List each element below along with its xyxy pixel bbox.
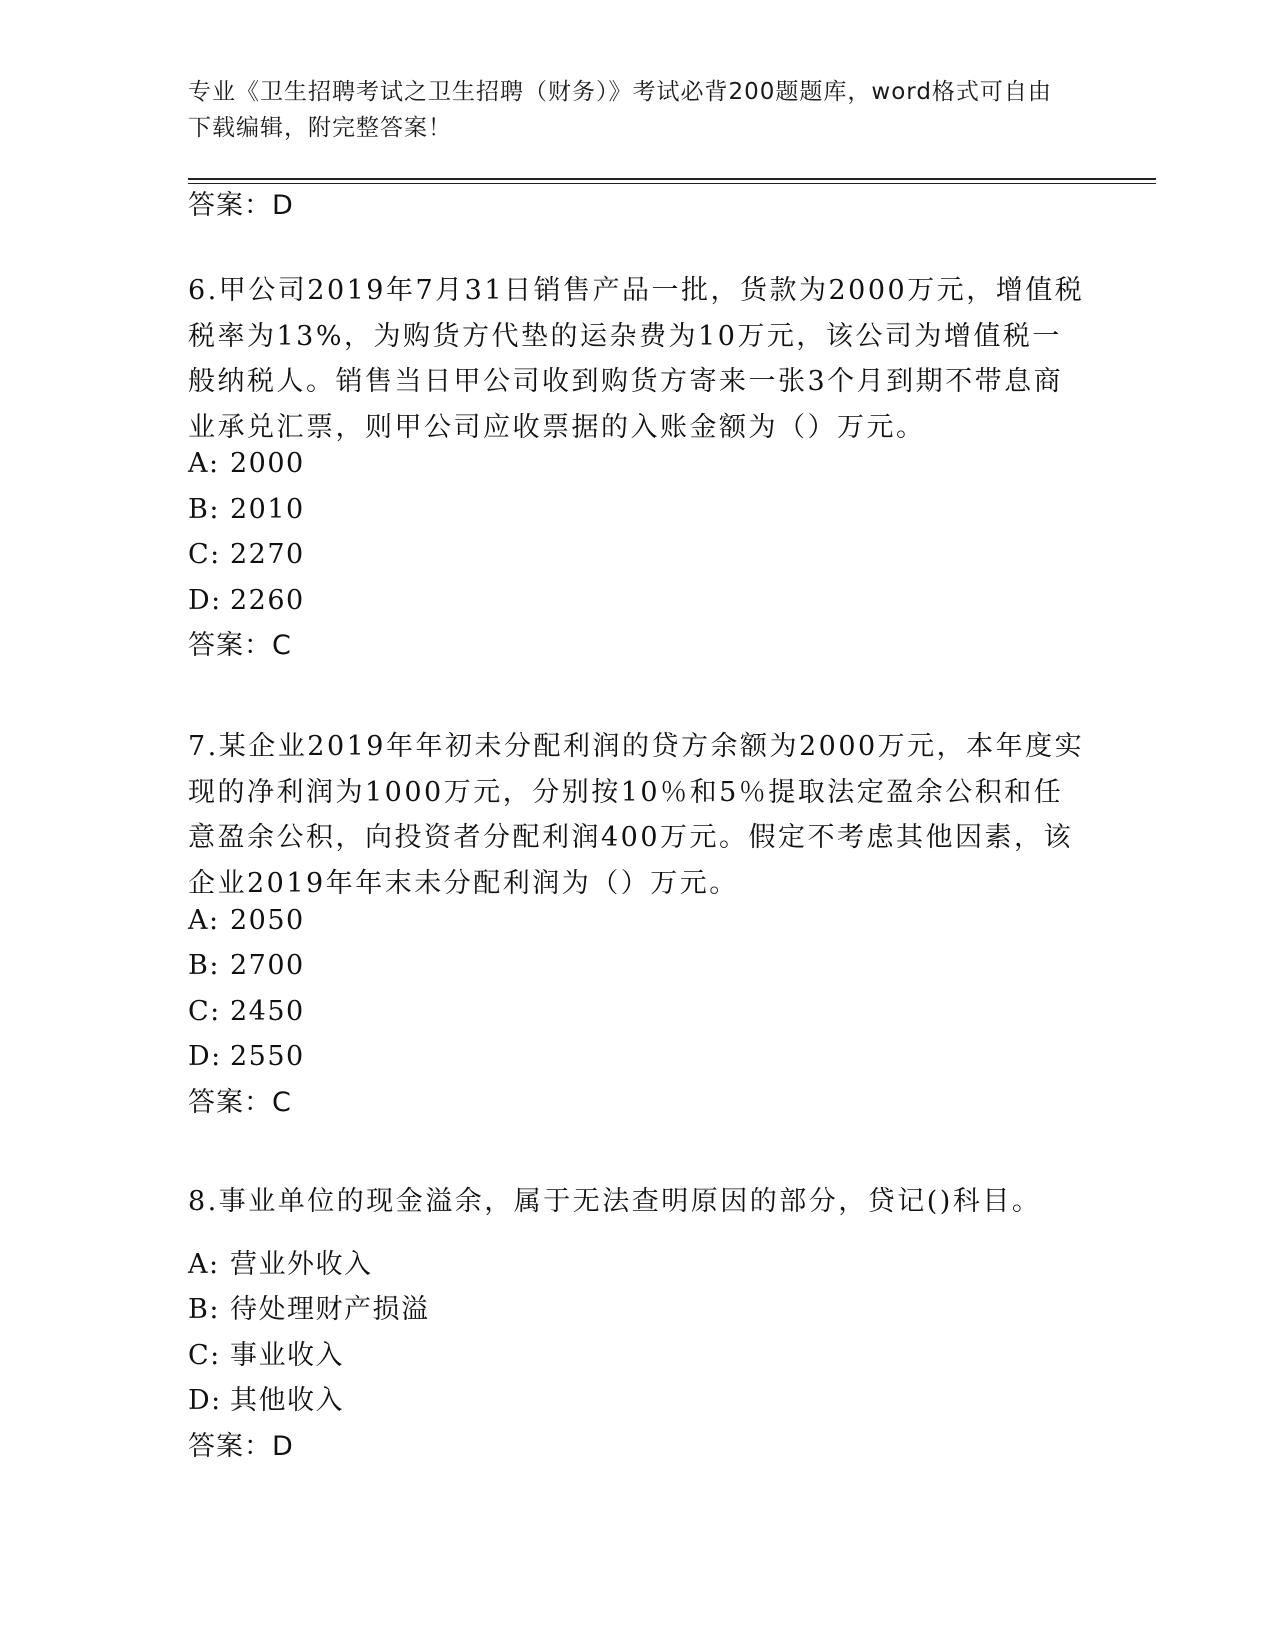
option-key: B: (188, 1294, 220, 1325)
question-8-answer: 答案：D (188, 1431, 294, 1462)
option-value: 其他收入 (230, 1385, 344, 1416)
option-value: 事业收入 (230, 1340, 344, 1371)
question-6-text: 6.甲公司2019年7月31日销售产品一批，货款为2000万元，增值税税率为13%，为购货方代垫的运杂费为10万元，该公司为增值税一般纳税人。销售当日甲公司收到购货方寄来一张3个月到期不带息商业承兑汇票，则甲公司应收票据的入账金额为（）万元。 (188, 275, 1085, 443)
question-8-option-b (188, 1292, 430, 1328)
question-8-option-a (188, 1247, 373, 1283)
option-key: C: (188, 1340, 221, 1371)
option-value: 2000 (230, 448, 305, 479)
option-value: 2050 (230, 905, 305, 936)
question-8-option-c (188, 1338, 344, 1374)
document-header: 专业《卫生招聘考试之卫生招聘（财务）》考试必背200题题库，word格式可自由下载编辑，附完整答案！ (188, 79, 1052, 141)
option-key: B: (188, 494, 220, 525)
header-divider-thin (188, 183, 1156, 184)
question-6-option-a (188, 446, 305, 482)
option-key: C: (188, 539, 221, 570)
option-key: C: (188, 996, 221, 1027)
option-value: 2550 (230, 1041, 305, 1072)
option-value: 2700 (230, 950, 305, 981)
option-key: D: (188, 1385, 222, 1416)
question-7-option-a (188, 903, 305, 939)
option-key: A: (188, 1249, 220, 1280)
question-6-option-c (188, 537, 305, 573)
question-7-option-d (188, 1039, 305, 1075)
option-key: A: (188, 448, 220, 479)
previous-answer: 答案：D (188, 190, 294, 221)
option-key: B: (188, 950, 220, 981)
question-7-answer: 答案：C (188, 1087, 292, 1118)
question-7-option-b (188, 948, 305, 984)
question-6-option-d (188, 583, 305, 619)
option-key: D: (188, 1041, 222, 1072)
option-value: 2010 (230, 494, 305, 525)
question-7-option-c (188, 994, 305, 1030)
question-8-text: 8.事业单位的现金溢余，属于无法查明原因的部分，贷记()科目。 (188, 1186, 1042, 1217)
question-6-answer: 答案：C (188, 630, 292, 661)
option-value: 营业外收入 (230, 1249, 373, 1280)
question-6-option-b (188, 492, 305, 528)
question-7-text: 7.某企业2019年年初未分配利润的贷方余额为2000万元，本年度实现的净利润为1000万元，分别按10％和5％提取法定盈余公积和任意盈余公积，向投资者分配利润400万元。假定不考虑其他因素，该企业2019年年末未分配利润为（）万元。 (188, 731, 1085, 899)
option-value: 2260 (230, 585, 305, 616)
option-key: D: (188, 585, 222, 616)
option-value: 2270 (230, 539, 305, 570)
question-8-option-d (188, 1383, 344, 1419)
option-key: A: (188, 905, 220, 936)
header-divider-thick (188, 178, 1156, 180)
option-value: 待处理财产损溢 (230, 1294, 430, 1325)
option-value: 2450 (230, 996, 305, 1027)
